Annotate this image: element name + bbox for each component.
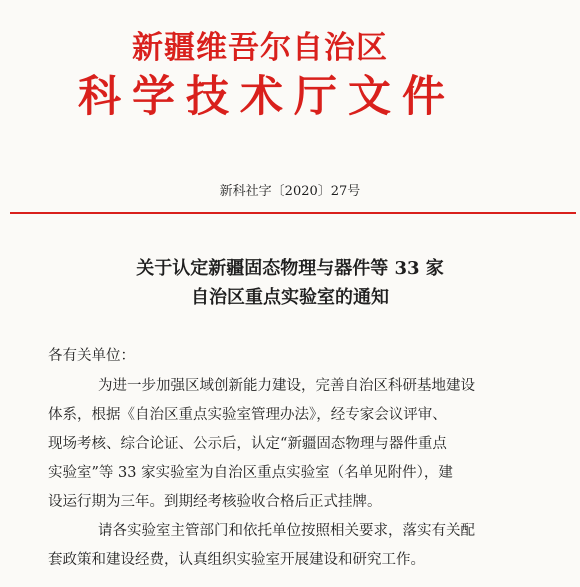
issuing-authority-name: 新疆维吾尔自治区 xyxy=(132,30,388,66)
paragraph-1-line-4: 实验室”等 33 家实验室为自治区重点实验室（名单见附件），建 xyxy=(48,465,453,481)
document-number: 新科社字〔2020〕27号 xyxy=(219,184,361,199)
notice-title-line-1: 关于认定新疆固态物理与器件等 33 家 xyxy=(136,258,444,279)
notice-title-line-2: 自治区重点实验室的通知 xyxy=(191,287,389,308)
paragraph-1-line-1: 为进一步加强区域创新能力建设，完善自治区科研基地建设 xyxy=(98,378,475,394)
document-type-heading: 科学技术厅文件 xyxy=(78,72,456,122)
paragraph-1-line-3: 现场考核、综合论证、公示后，认定“新疆固态物理与器件重点 xyxy=(48,436,447,452)
paragraph-2-line-1: 请各实验室主管部门和依托单位按照相关要求，落实有关配 xyxy=(98,523,475,539)
salutation: 各有关单位： xyxy=(48,348,135,364)
paragraph-1-line-2: 体系，根据《自治区重点实验室管理办法》，经专家会议评审、 xyxy=(48,407,447,423)
paragraph-2-line-2: 套政策和建设经费，认真组织实验室开展建设和研究工作。 xyxy=(48,552,425,568)
paragraph-1-line-5: 设运行期为三年。到期经考核验收合格后正式挂牌。 xyxy=(48,494,382,510)
red-divider-line xyxy=(10,212,576,214)
